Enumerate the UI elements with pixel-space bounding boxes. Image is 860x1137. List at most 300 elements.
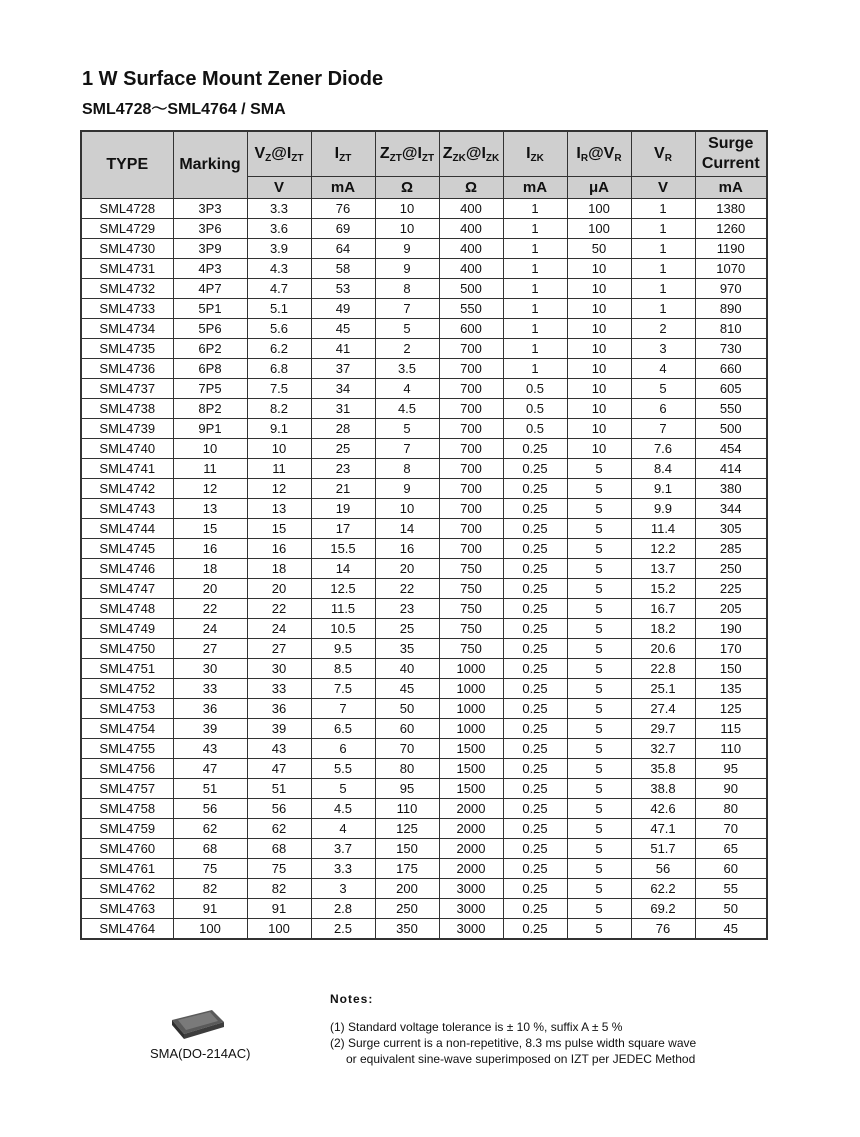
table-cell: SML4753 <box>81 699 173 719</box>
table-cell: 45 <box>375 679 439 699</box>
table-cell: 15 <box>173 519 247 539</box>
table-cell: 60 <box>695 859 767 879</box>
table-cell: SML4764 <box>81 919 173 940</box>
table-row <box>81 659 767 679</box>
table-cell: 0.25 <box>503 619 567 639</box>
table-cell: 6P2 <box>173 339 247 359</box>
table-cell: 0.25 <box>503 739 567 759</box>
table-cell: 13 <box>247 499 311 519</box>
table-cell: SML4730 <box>81 239 173 259</box>
table-cell: 0.5 <box>503 419 567 439</box>
table-cell: 9.1 <box>247 419 311 439</box>
table-cell: 7.5 <box>247 379 311 399</box>
table-cell: 0.25 <box>503 919 567 940</box>
table-cell: 7.6 <box>631 439 695 459</box>
col-header-surge: Surge Current <box>695 131 767 177</box>
table-cell: 0.25 <box>503 679 567 699</box>
table-cell: 1500 <box>439 759 503 779</box>
table-cell: SML4760 <box>81 839 173 859</box>
table-cell: 33 <box>173 679 247 699</box>
table-cell: 15.2 <box>631 579 695 599</box>
table-cell: 700 <box>439 399 503 419</box>
table-cell: 43 <box>247 739 311 759</box>
table-cell: 4 <box>375 379 439 399</box>
table-cell: 1 <box>503 199 567 219</box>
table-cell: 6 <box>311 739 375 759</box>
table-cell: 45 <box>311 319 375 339</box>
table-cell: 0.5 <box>503 399 567 419</box>
col-header-zzk: $Z_{ZK}@I_{ZK}$ <box>439 131 503 177</box>
table-cell: 3 <box>311 879 375 899</box>
table-cell: 9 <box>375 259 439 279</box>
table-row <box>81 259 767 279</box>
table-cell: 10.5 <box>311 619 375 639</box>
table-row <box>81 579 767 599</box>
table-cell: SML4741 <box>81 459 173 479</box>
table-cell: 0.25 <box>503 859 567 879</box>
table-cell: 80 <box>695 799 767 819</box>
table-cell: 0.25 <box>503 819 567 839</box>
sma-package-icon <box>168 1006 228 1045</box>
table-cell: 0.5 <box>503 379 567 399</box>
table-cell: 2 <box>631 319 695 339</box>
table-row <box>81 319 767 339</box>
table-cell: 1 <box>631 219 695 239</box>
table-cell: 36 <box>247 699 311 719</box>
table-cell: 1 <box>631 299 695 319</box>
table-cell: 3000 <box>439 899 503 919</box>
table-cell: 43 <box>173 739 247 759</box>
table-cell: 550 <box>695 399 767 419</box>
table-cell: 62 <box>247 819 311 839</box>
table-cell: 19 <box>311 499 375 519</box>
table-cell: 5 <box>567 839 631 859</box>
table-row <box>81 299 767 319</box>
table-cell: 0.25 <box>503 779 567 799</box>
table-cell: 15 <box>247 519 311 539</box>
table-cell: 47.1 <box>631 819 695 839</box>
table-cell: 18.2 <box>631 619 695 639</box>
table-cell: 49 <box>311 299 375 319</box>
table-cell: 5 <box>567 579 631 599</box>
table-cell: 60 <box>375 719 439 739</box>
table-cell: 250 <box>375 899 439 919</box>
table-cell: SML4735 <box>81 339 173 359</box>
table-cell: 35 <box>375 639 439 659</box>
table-cell: 91 <box>173 899 247 919</box>
table-cell: 730 <box>695 339 767 359</box>
table-cell: 36 <box>173 699 247 719</box>
table-cell: 5 <box>567 739 631 759</box>
table-row <box>81 199 767 219</box>
table-cell: SML4754 <box>81 719 173 739</box>
table-cell: 125 <box>695 699 767 719</box>
table-cell: 0.25 <box>503 439 567 459</box>
table-cell: 3.5 <box>375 359 439 379</box>
table-cell: 700 <box>439 419 503 439</box>
table-cell: SML4761 <box>81 859 173 879</box>
table-cell: 39 <box>247 719 311 739</box>
table-cell: 5 <box>567 919 631 940</box>
table-row <box>81 479 767 499</box>
table-cell: 1190 <box>695 239 767 259</box>
table-cell: 1 <box>503 319 567 339</box>
table-cell: 150 <box>375 839 439 859</box>
table-cell: 750 <box>439 619 503 639</box>
table-cell: 11 <box>247 459 311 479</box>
table-cell: 250 <box>695 559 767 579</box>
table-cell: 38.8 <box>631 779 695 799</box>
table-cell: SML4751 <box>81 659 173 679</box>
table-cell: 10 <box>567 339 631 359</box>
table-cell: SML4737 <box>81 379 173 399</box>
table-cell: 82 <box>247 879 311 899</box>
table-cell: 5 <box>631 379 695 399</box>
table-cell: 4P7 <box>173 279 247 299</box>
table-cell: 58 <box>311 259 375 279</box>
table-cell: 5 <box>567 639 631 659</box>
table-cell: SML4762 <box>81 879 173 899</box>
table-cell: 1 <box>631 259 695 279</box>
col-header-type: TYPE <box>81 131 173 199</box>
table-cell: 5 <box>567 519 631 539</box>
table-cell: 68 <box>173 839 247 859</box>
table-cell: 5 <box>375 419 439 439</box>
table-cell: 29.7 <box>631 719 695 739</box>
table-cell: 75 <box>173 859 247 879</box>
table-cell: 550 <box>439 299 503 319</box>
table-cell: 1070 <box>695 259 767 279</box>
table-cell: 5 <box>567 679 631 699</box>
table-cell: 750 <box>439 579 503 599</box>
table-cell: 4 <box>631 359 695 379</box>
table-cell: 0.25 <box>503 519 567 539</box>
unit-cell: mA <box>695 177 767 199</box>
table-cell: 5 <box>567 859 631 879</box>
table-cell: SML4763 <box>81 899 173 919</box>
table-cell: 55 <box>695 879 767 899</box>
table-cell: 414 <box>695 459 767 479</box>
table-cell: 95 <box>375 779 439 799</box>
table-row <box>81 399 767 419</box>
table-cell: 1260 <box>695 219 767 239</box>
table-cell: 100 <box>567 199 631 219</box>
table-cell: 400 <box>439 259 503 279</box>
table-cell: 56 <box>247 799 311 819</box>
table-cell: 18 <box>173 559 247 579</box>
table-cell: 5 <box>567 539 631 559</box>
table-cell: SML4729 <box>81 219 173 239</box>
table-row <box>81 839 767 859</box>
table-cell: 3.9 <box>247 239 311 259</box>
table-row <box>81 819 767 839</box>
table-cell: 5P1 <box>173 299 247 319</box>
table-cell: 65 <box>695 839 767 859</box>
table-cell: 100 <box>247 919 311 940</box>
table-cell: SML4748 <box>81 599 173 619</box>
table-cell: 39 <box>173 719 247 739</box>
table-row <box>81 559 767 579</box>
table-cell: 750 <box>439 639 503 659</box>
unit-cell: μA <box>567 177 631 199</box>
table-cell: 18 <box>247 559 311 579</box>
table-cell: 16 <box>375 539 439 559</box>
table-cell: 10 <box>567 359 631 379</box>
table-cell: 110 <box>375 799 439 819</box>
page-title: 1 W Surface Mount Zener Diode <box>82 68 384 90</box>
col-header-izk: $I_{ZK}$ <box>503 131 567 177</box>
table-cell: 5 <box>567 799 631 819</box>
table-cell: 8.5 <box>311 659 375 679</box>
table-cell: 6P8 <box>173 359 247 379</box>
table-cell: SML4728 <box>81 199 173 219</box>
table-cell: 25 <box>311 439 375 459</box>
table-row <box>81 239 767 259</box>
table-cell: 4 <box>311 819 375 839</box>
table-cell: 70 <box>375 739 439 759</box>
table-cell: 37 <box>311 359 375 379</box>
table-cell: SML4757 <box>81 779 173 799</box>
note-1: (1) Standard voltage tolerance is ± 10 %, suffix A ± 5 % <box>330 1020 623 1034</box>
table-cell: 28 <box>311 419 375 439</box>
table-cell: 5 <box>567 479 631 499</box>
table-cell: 12.2 <box>631 539 695 559</box>
table-cell: 8P2 <box>173 399 247 419</box>
table-cell: SML4750 <box>81 639 173 659</box>
table-cell: 5 <box>567 499 631 519</box>
table-cell: 5.1 <box>247 299 311 319</box>
table-cell: 115 <box>695 719 767 739</box>
table-cell: 1000 <box>439 699 503 719</box>
unit-cell: mA <box>311 177 375 199</box>
table-cell: 51 <box>247 779 311 799</box>
table-row <box>81 739 767 759</box>
table-cell: 8.2 <box>247 399 311 419</box>
unit-cell: mA <box>503 177 567 199</box>
table-cell: 2.8 <box>311 899 375 919</box>
table-cell: 7P5 <box>173 379 247 399</box>
table-cell: 33 <box>247 679 311 699</box>
table-cell: 10 <box>567 379 631 399</box>
table-cell: 40 <box>375 659 439 679</box>
table-cell: 3P3 <box>173 199 247 219</box>
table-cell: 0.25 <box>503 879 567 899</box>
table-cell: SML4738 <box>81 399 173 419</box>
table-cell: 20 <box>375 559 439 579</box>
table-cell: 3.3 <box>247 199 311 219</box>
table-cell: 21 <box>311 479 375 499</box>
table-row <box>81 419 767 439</box>
table-cell: 22 <box>375 579 439 599</box>
table-cell: 1380 <box>695 199 767 219</box>
table-cell: 1 <box>631 279 695 299</box>
table-cell: 53 <box>311 279 375 299</box>
table-cell: 0.25 <box>503 459 567 479</box>
table-cell: 15.5 <box>311 539 375 559</box>
table-cell: 10 <box>247 439 311 459</box>
table-cell: 9.5 <box>311 639 375 659</box>
table-cell: 700 <box>439 439 503 459</box>
table-cell: 2000 <box>439 839 503 859</box>
table-row <box>81 379 767 399</box>
table-cell: 90 <box>695 779 767 799</box>
table-row <box>81 639 767 659</box>
table-cell: SML4744 <box>81 519 173 539</box>
table-cell: 0.25 <box>503 479 567 499</box>
table-row <box>81 899 767 919</box>
table-cell: 3P6 <box>173 219 247 239</box>
table-cell: SML4740 <box>81 439 173 459</box>
table-cell: 50 <box>375 699 439 719</box>
table-cell: 70 <box>695 819 767 839</box>
table-cell: 69.2 <box>631 899 695 919</box>
table-cell: 1 <box>503 259 567 279</box>
table-cell: 0.25 <box>503 699 567 719</box>
table-cell: 10 <box>567 259 631 279</box>
table-cell: 1 <box>503 219 567 239</box>
table-cell: 5 <box>567 899 631 919</box>
table-cell: 2000 <box>439 799 503 819</box>
table-cell: 22 <box>247 599 311 619</box>
table-row <box>81 499 767 519</box>
table-cell: 0.25 <box>503 659 567 679</box>
table-cell: 16.7 <box>631 599 695 619</box>
table-cell: 12 <box>247 479 311 499</box>
table-cell: 64 <box>311 239 375 259</box>
table-cell: 11.5 <box>311 599 375 619</box>
table-cell: 17 <box>311 519 375 539</box>
table-cell: 5 <box>567 459 631 479</box>
table-cell: 400 <box>439 199 503 219</box>
table-cell: 1000 <box>439 679 503 699</box>
table-cell: 10 <box>567 399 631 419</box>
table-cell: 110 <box>695 739 767 759</box>
table-cell: 150 <box>695 659 767 679</box>
table-cell: 5 <box>567 599 631 619</box>
table-row <box>81 879 767 899</box>
table-cell: 3.6 <box>247 219 311 239</box>
table-cell: 0.25 <box>503 799 567 819</box>
table-row <box>81 699 767 719</box>
table-cell: 32.7 <box>631 739 695 759</box>
table-cell: 600 <box>439 319 503 339</box>
table-cell: 47 <box>173 759 247 779</box>
table-row <box>81 679 767 699</box>
table-row <box>81 219 767 239</box>
table-cell: 5 <box>567 779 631 799</box>
table-cell: 7.5 <box>311 679 375 699</box>
table-cell: 14 <box>375 519 439 539</box>
table-cell: 12 <box>173 479 247 499</box>
table-cell: 50 <box>695 899 767 919</box>
table-cell: 454 <box>695 439 767 459</box>
table-cell: 175 <box>375 859 439 879</box>
table-cell: 5P6 <box>173 319 247 339</box>
table-body <box>81 199 767 940</box>
table-cell: 5 <box>567 719 631 739</box>
table-cell: 10 <box>375 199 439 219</box>
table-cell: 1 <box>503 239 567 259</box>
col-header-izt: $I_{ZT}$ <box>311 131 375 177</box>
table-cell: SML4749 <box>81 619 173 639</box>
table-cell: 27 <box>247 639 311 659</box>
table-cell: 35.8 <box>631 759 695 779</box>
table-cell: 2 <box>375 339 439 359</box>
table-cell: 7 <box>311 699 375 719</box>
table-cell: 5 <box>311 779 375 799</box>
table-cell: 0.25 <box>503 539 567 559</box>
table-cell: SML4736 <box>81 359 173 379</box>
table-cell: 100 <box>173 919 247 940</box>
table-row <box>81 339 767 359</box>
table-cell: 80 <box>375 759 439 779</box>
table-cell: 1 <box>503 359 567 379</box>
table-cell: 7 <box>375 439 439 459</box>
table-cell: 3P9 <box>173 239 247 259</box>
table-cell: 400 <box>439 239 503 259</box>
table-cell: 41 <box>311 339 375 359</box>
table-cell: 11.4 <box>631 519 695 539</box>
table-cell: 8 <box>375 279 439 299</box>
table-row <box>81 439 767 459</box>
table-cell: 500 <box>439 279 503 299</box>
table-cell: 30 <box>247 659 311 679</box>
table-cell: 0.25 <box>503 579 567 599</box>
table-cell: 10 <box>375 499 439 519</box>
table-cell: 700 <box>439 479 503 499</box>
table-row <box>81 779 767 799</box>
table-cell: 344 <box>695 499 767 519</box>
table-row <box>81 359 767 379</box>
table-cell: 700 <box>439 519 503 539</box>
table-cell: 100 <box>567 219 631 239</box>
table-cell: 8.4 <box>631 459 695 479</box>
table-cell: 5.5 <box>311 759 375 779</box>
table-cell: 8 <box>375 459 439 479</box>
table-cell: 1 <box>631 239 695 259</box>
table-cell: 76 <box>631 919 695 940</box>
table-cell: 0.25 <box>503 559 567 579</box>
table-cell: 0.25 <box>503 499 567 519</box>
table-cell: 700 <box>439 379 503 399</box>
table-cell: 2000 <box>439 859 503 879</box>
table-cell: 51 <box>173 779 247 799</box>
col-header-zzt: $Z_{ZT}@I_{ZT}$ <box>375 131 439 177</box>
table-cell: 62.2 <box>631 879 695 899</box>
table-cell: 0.25 <box>503 639 567 659</box>
table-cell: 0.25 <box>503 599 567 619</box>
table-cell: 51.7 <box>631 839 695 859</box>
table-cell: 890 <box>695 299 767 319</box>
table-cell: 20.6 <box>631 639 695 659</box>
table-row <box>81 619 767 639</box>
table-cell: 4.5 <box>311 799 375 819</box>
table-cell: 16 <box>247 539 311 559</box>
table-cell: 1000 <box>439 719 503 739</box>
table-cell: 2.5 <box>311 919 375 940</box>
table-cell: 3000 <box>439 919 503 940</box>
unit-cell: Ω <box>439 177 503 199</box>
table-cell: 22 <box>173 599 247 619</box>
table-cell: 9 <box>375 239 439 259</box>
table-cell: 13 <box>173 499 247 519</box>
table-cell: 56 <box>173 799 247 819</box>
table-cell: 23 <box>375 599 439 619</box>
table-row <box>81 759 767 779</box>
table-cell: 10 <box>567 279 631 299</box>
table-cell: 970 <box>695 279 767 299</box>
note-2: (2) Surge current is a non-repetitive, 8.3 ms pulse width square wave <box>330 1036 697 1050</box>
